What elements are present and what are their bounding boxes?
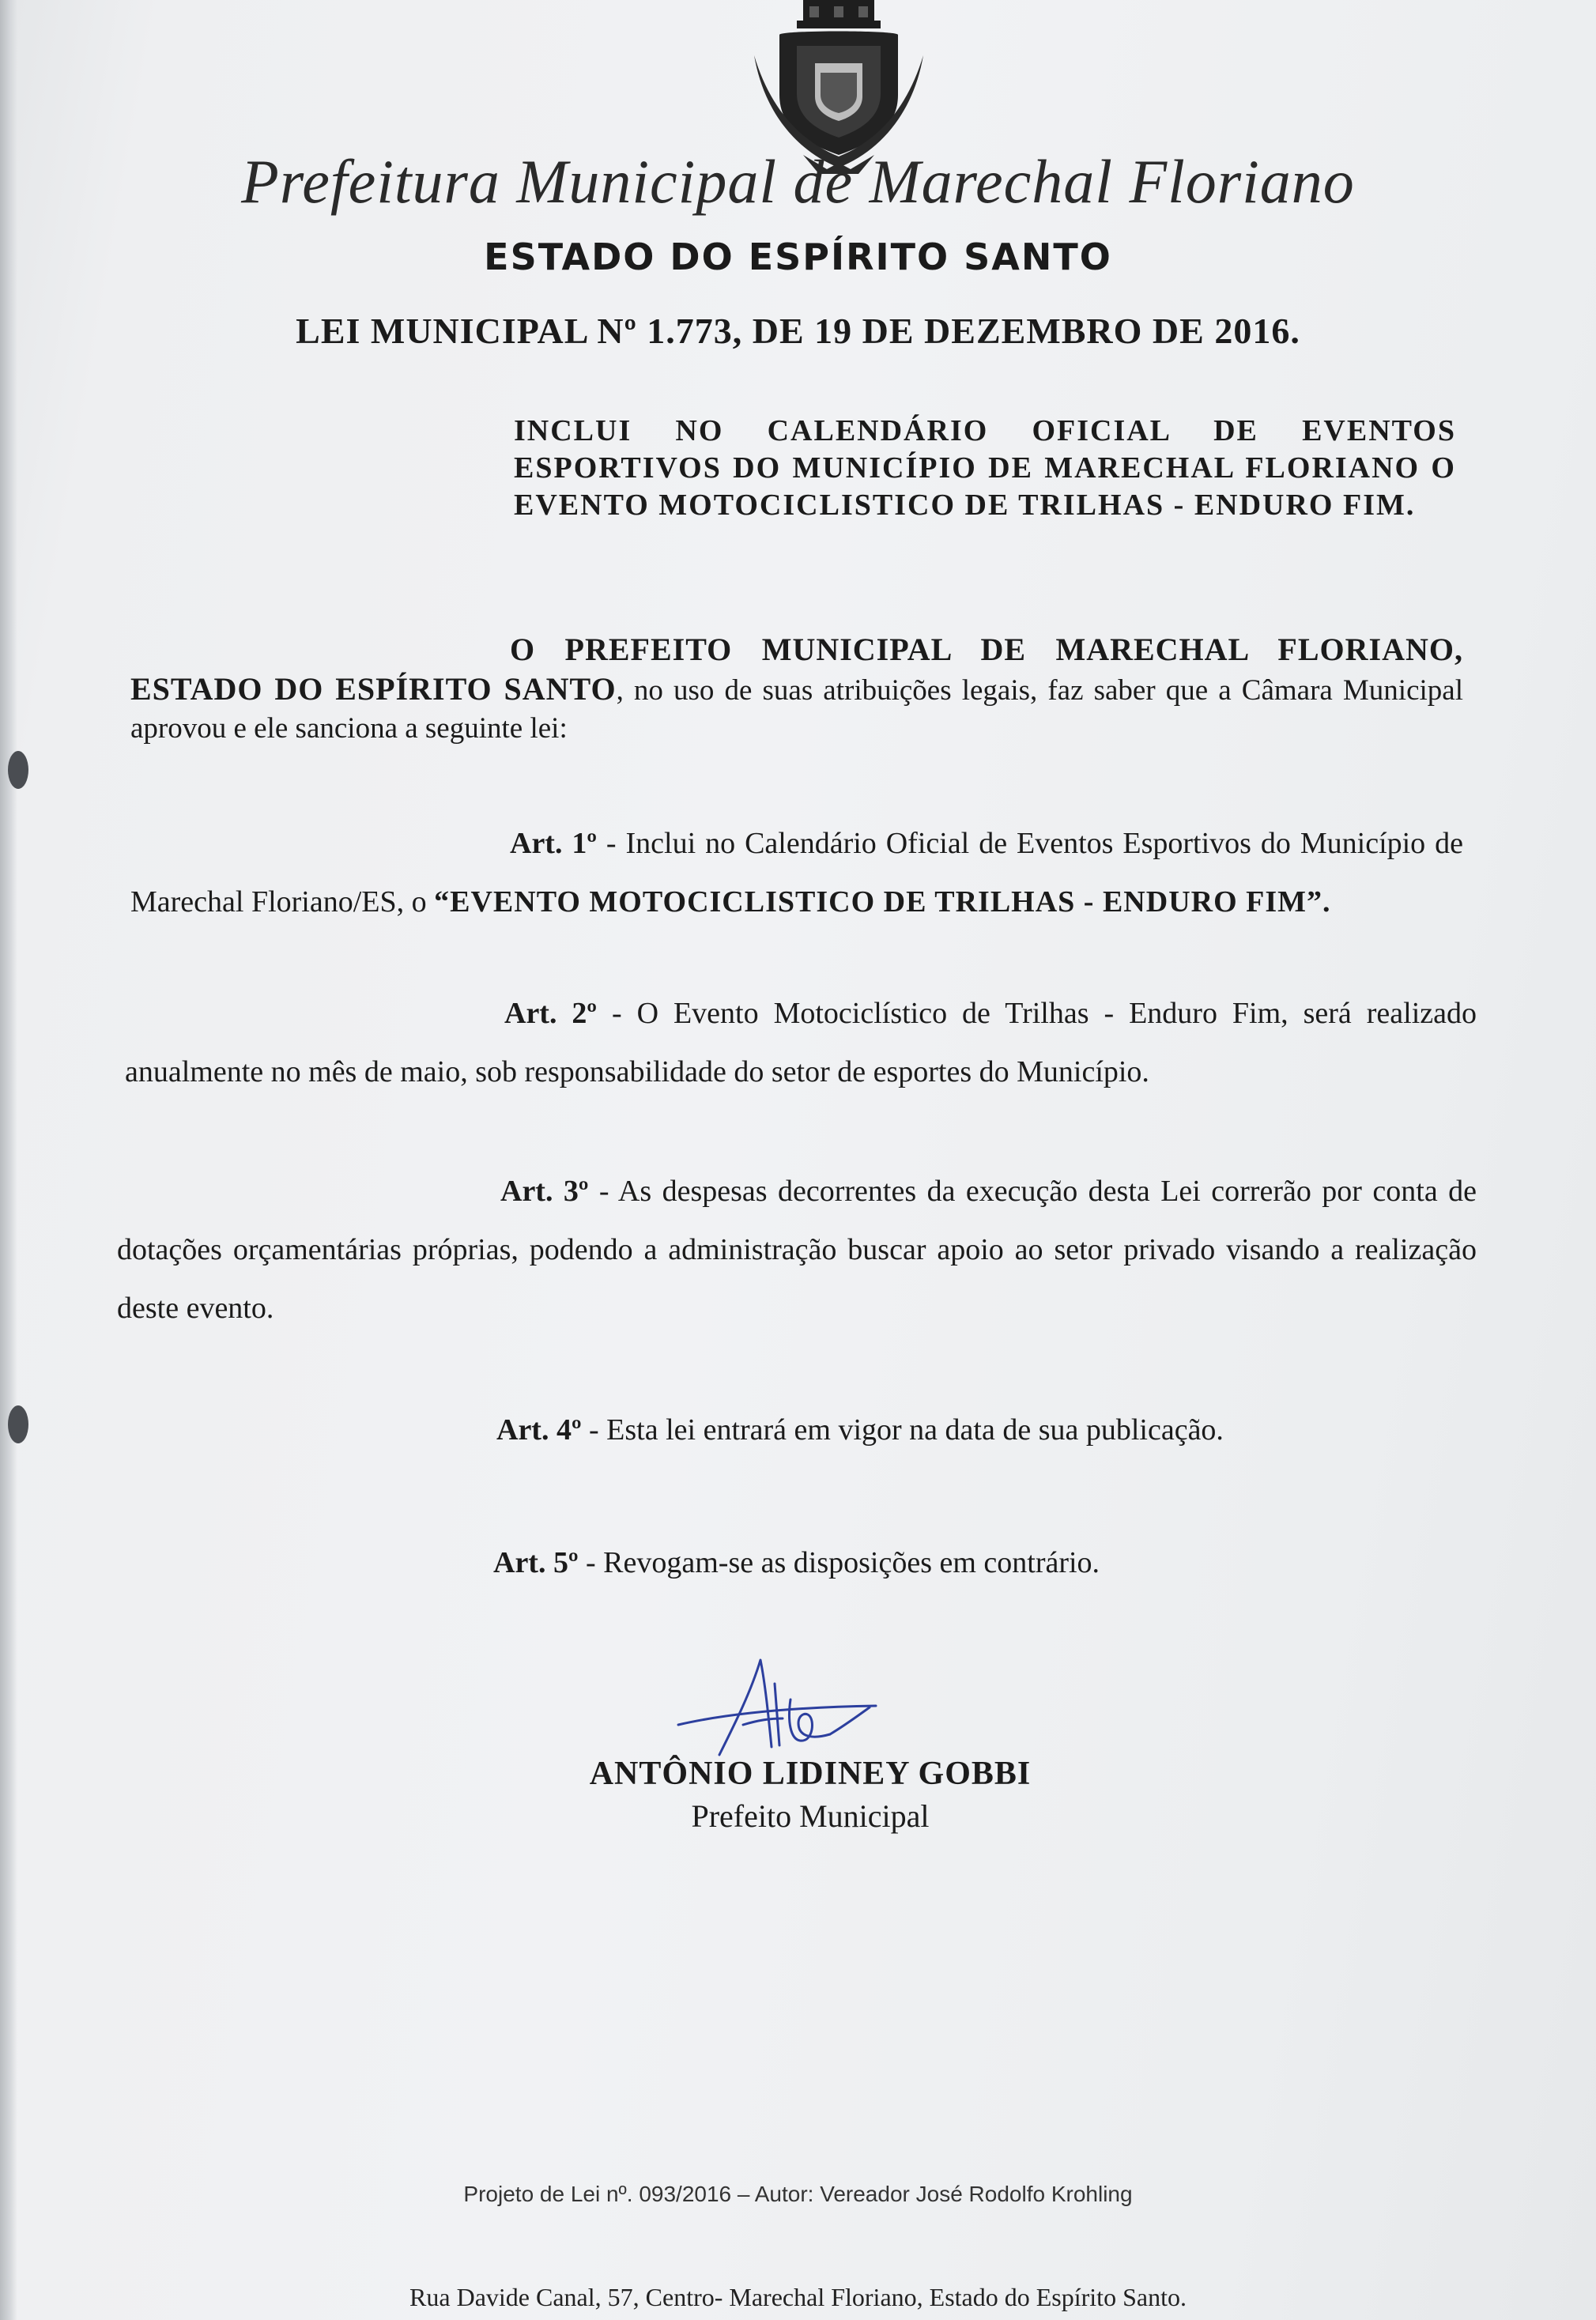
- article-label: Art. 3º: [500, 1175, 589, 1208]
- state-name: ESTADO DO ESPÍRITO SANTO: [484, 236, 1112, 278]
- municipality-title: Prefeitura Municipal de Marechal Floriano: [241, 147, 1355, 216]
- law-title: LEI MUNICIPAL Nº 1.773, DE 19 DE DEZEMBRO DE 2016.: [296, 311, 1300, 351]
- punch-hole: [8, 751, 28, 789]
- article-4: [496, 1401, 1477, 1459]
- preamble-text: , no uso de suas atribuições legais, faz saber que a Câmara Municipal aprovou e ele sanciona a seguinte lei:: [130, 674, 1463, 745]
- article-label: Art. 2º: [504, 997, 597, 1030]
- signer-role: Prefeito Municipal: [691, 1798, 930, 1834]
- preamble-bold: O PREFEITO MUNICIPAL DE MARECHAL FLORIANO, ESTADO DO ESPÍRITO SANTO: [130, 632, 1463, 707]
- signer-name: ANTÔNIO LIDINEY GOBBI: [589, 1756, 1032, 1792]
- article-label: Art. 1º: [510, 827, 597, 860]
- handwritten-signature: [672, 1652, 893, 1771]
- punch-hole: [8, 1405, 28, 1443]
- article-text: - O Evento Motociclístico de Trilhas - Enduro Fim, será realizado anualmente no mês de maio, sob responsabilidade do setor de esportes do Município.: [125, 997, 1477, 1088]
- article-5: [493, 1533, 1473, 1592]
- article-emphasis: “EVENTO MOTOCICLISTICO DE TRILHAS - ENDURO FIM”.: [434, 885, 1331, 919]
- article-3: [117, 1162, 1477, 1337]
- preamble: [130, 631, 1463, 748]
- article-1: [130, 814, 1463, 931]
- article-text: - Inclui no Calendário Oficial de Eventos Esportivos do Município de Marechal Floriano/ES, o: [130, 827, 1463, 919]
- article-2: [125, 984, 1477, 1101]
- article-text: - Esta lei entrará em vigor na data de sua publicação.: [581, 1413, 1224, 1447]
- article-label: Art. 4º: [496, 1413, 582, 1447]
- footer-address: Rua Davide Canal, 57, Centro- Marechal Floriano, Estado do Espírito Santo.: [409, 2283, 1187, 2311]
- bill-reference: Projeto de Lei nº. 093/2016 – Autor: Vereador José Rodolfo Krohling: [463, 2182, 1133, 2206]
- law-summary: INCLUI NO CALENDÁRIO OFICIAL DE EVENTOS ESPORTIVOS DO MUNICÍPIO DE MARECHAL FLORIANO O EVENTO MOTOCICLISTICO DE TRILHAS - ENDURO FIM.: [514, 414, 1456, 522]
- article-label: Art. 5º: [493, 1546, 579, 1579]
- article-text: - Revogam-se as disposições em contrário.: [578, 1546, 1100, 1579]
- article-text: - As despesas decorrentes da execução desta Lei correrão por conta de dotações orçamentárias próprias, podendo a administração buscar apoio ao setor privado visando a realização deste evento.: [117, 1175, 1477, 1325]
